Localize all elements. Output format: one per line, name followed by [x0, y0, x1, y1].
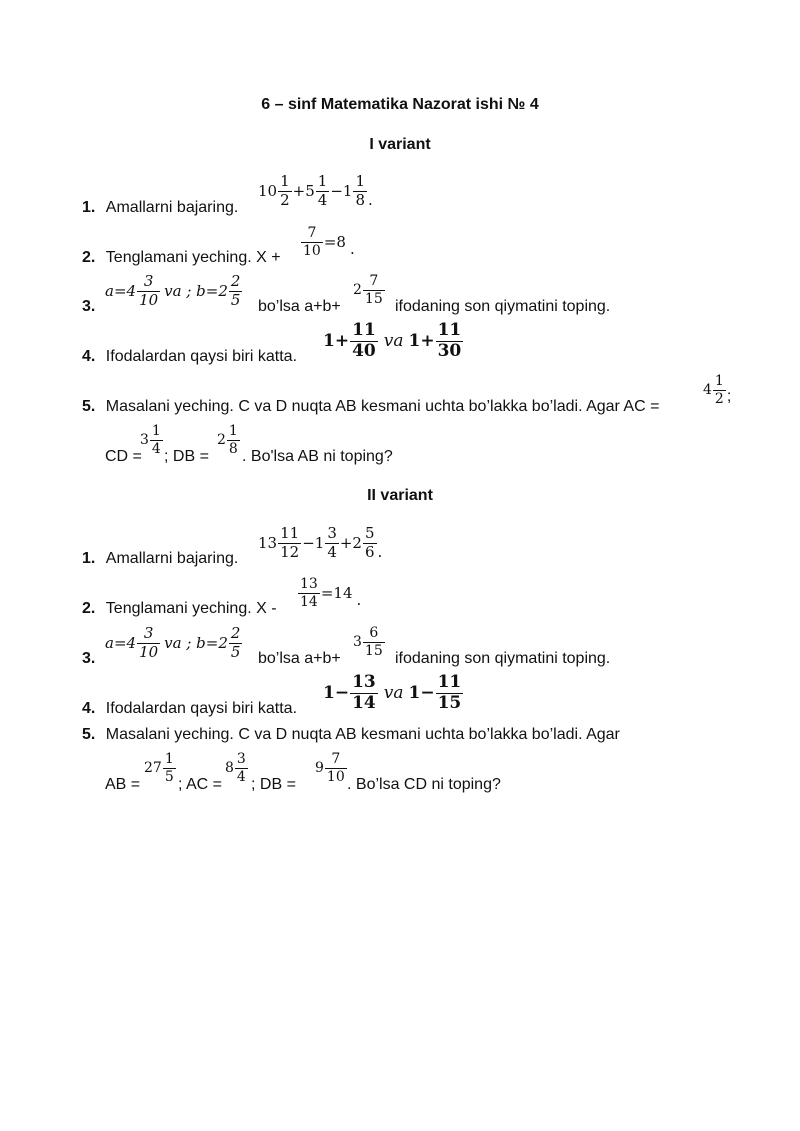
v2-q4 [82, 700, 297, 718]
v2-q4-text: Ifodalardan qaysi biri katta. [105, 700, 298, 717]
fraction: $\frac{3}{4}$ [327, 524, 337, 561]
fraction: $\frac{11}{30}$ [437, 320, 462, 361]
fraction: $\frac{1}{5}$ [164, 751, 174, 785]
fraction: $\frac{11}{12}$ [280, 524, 300, 561]
v1-q5 [82, 398, 659, 416]
fraction: $\frac{1}{8}$ [355, 172, 365, 209]
v1-q5-db-value: 2 $\frac{1}{8}$ [217, 423, 238, 457]
v1-q3-expression [105, 274, 243, 309]
v1-q3-text-end: ifodaning son qiymatini toping. [395, 298, 611, 315]
v1-q5-number: 5. [82, 398, 96, 415]
fraction: $\frac{7}{15}$ [364, 273, 383, 307]
v1-q5-cd-label: CD = [105, 448, 142, 465]
v2-q3-mixed-number: 3 $\frac{6}{15}$ [353, 625, 383, 659]
v1-q2-expression [300, 226, 355, 258]
fraction: $\frac{2}{5}$ [230, 624, 241, 661]
fraction: $\frac{1}{8}$ [228, 423, 238, 457]
v2-q5 [82, 726, 620, 744]
fraction: $\frac{11}{15}$ [437, 672, 462, 713]
v2-q5-ab-value: 27 $\frac{1}{5}$ [144, 751, 174, 785]
fraction: $\frac{13}{14}$ [352, 672, 376, 713]
v1-q5-db-label: ; DB = [164, 448, 209, 465]
v2-q2-text: Tenglamani yeching. X - [105, 600, 277, 617]
fraction: $\frac{11}{40}$ [352, 320, 376, 361]
v1-q4-expression: 1+ $\frac{11}{40}$ va 1+ $\frac{11}{30}$ [323, 320, 462, 361]
v2-q2-expression: $\frac{13}{14}$ =14 . [300, 576, 362, 610]
fraction: $\frac{2}{5}$ [230, 272, 241, 309]
v1-q3-text: bo’lsa a+b+ [258, 298, 341, 315]
fraction: $\frac{3}{10}$ [139, 624, 159, 661]
fraction: $\frac{6}{15}$ [364, 625, 383, 659]
v2-q3-text-end: ifodaning son qiymatini toping. [395, 650, 611, 667]
v2-q5-ac-label: ; AC = [178, 776, 223, 793]
v1-q2-text: Tenglamani yeching. X + [105, 249, 281, 266]
v2-q3-number-row [82, 650, 95, 668]
fraction: $\frac{7}{10}$ [326, 751, 345, 785]
v1-q4-text: Ifodalardan qaysi biri katta. [105, 348, 298, 365]
v1-q1 [82, 199, 238, 217]
v2-q5-ab-label: AB = [105, 776, 141, 793]
v1-q1-text: Amallarni bajaring. [105, 199, 239, 216]
v1-q2 [82, 249, 281, 267]
equation-rhs: =8 [323, 233, 346, 252]
v2-q4-expression: 1− $\frac{13}{14}$ va 1− $\frac{11}{15}$ [323, 672, 462, 713]
v1-q5-cd-value: 3 $\frac{1}{4}$ [140, 423, 161, 457]
v2-q4-number: 4. [82, 700, 96, 717]
fraction: $\frac{3}{10}$ [139, 272, 159, 309]
fraction: $\frac{5}{6}$ [364, 524, 375, 561]
v2-q3-expression: a=4 $\frac{3}{10}$ va ; b=2 $\frac{2}{5}$ [105, 624, 241, 661]
v1-q3-number: 3. [82, 298, 96, 315]
fraction: $\frac{1}{2}$ [280, 172, 290, 209]
v2-q3-number: 3. [82, 650, 96, 667]
v1-q4 [82, 348, 297, 366]
v2-q1-text: Amallarni bajaring. [105, 550, 239, 567]
v2-q2 [82, 600, 277, 618]
v2-q1-expression: 13 $\frac{11}{12}$ −1 $\frac{3}{4}$ +2 $\frac{5}{6}$ . [258, 524, 383, 561]
v1-q2-number: 2. [82, 249, 96, 266]
fraction: $\frac{1}{4}$ [317, 172, 328, 209]
v2-q5-db-label: ; DB = [251, 776, 296, 793]
v2-q3-text: bo’lsa a+b+ [258, 650, 341, 667]
a-definition: a=4 [105, 282, 137, 301]
v1-q1-expression [258, 174, 373, 209]
whole-number: 10 [258, 182, 278, 201]
v2-q2-number: 2. [82, 600, 96, 617]
v1-q3-number-row [82, 298, 95, 316]
v1-q5-ac-value: 4 $\frac{1}{2}$ ; [703, 373, 732, 407]
period: . [367, 190, 373, 209]
operator: −1 [330, 182, 353, 201]
v1-q3-mixed-number: 2 $\frac{7}{15}$ [353, 273, 383, 307]
variant-2-heading: II variant [367, 487, 433, 504]
v1-q4-number: 4. [82, 348, 96, 365]
v1-q5-text: Masalani yeching. C va D nuqta AB kesmani uchta bo’lakka bo’ladi. Agar AC = [105, 398, 660, 415]
b-definition: va ; b=2 [164, 282, 228, 301]
fraction: $\frac{13}{14}$ [300, 576, 318, 610]
fraction: $\frac{1}{2}$ [714, 373, 724, 407]
v2-q5-number: 5. [82, 726, 96, 743]
v2-q1-number: 1. [82, 550, 96, 567]
fraction: $\frac{3}{4}$ [236, 751, 246, 785]
v1-q5-question: . Bo'lsa AB ni toping? [242, 448, 393, 465]
period: . [349, 240, 355, 259]
variant-1-heading: I variant [369, 136, 431, 153]
v2-q5-ac-value: 8 $\frac{3}{4}$ [225, 751, 246, 785]
v2-q5-db-value: 9 $\frac{7}{10}$ [315, 751, 345, 785]
v2-q5-question: . Bo’lsa CD ni toping? [347, 776, 501, 793]
v1-q1-number: 1. [82, 199, 96, 216]
v2-q5-text: Masalani yeching. C va D nuqta AB kesmani uchta bo’lakka bo’ladi. Agar [105, 726, 620, 743]
page-title: 6 – sinf Matematika Nazorat ishi № 4 [261, 96, 539, 113]
fraction: $\frac{7}{10}$ [303, 225, 321, 259]
operator: +5 [292, 182, 315, 201]
fraction: $\frac{1}{4}$ [151, 423, 161, 457]
v2-q1 [82, 550, 238, 568]
